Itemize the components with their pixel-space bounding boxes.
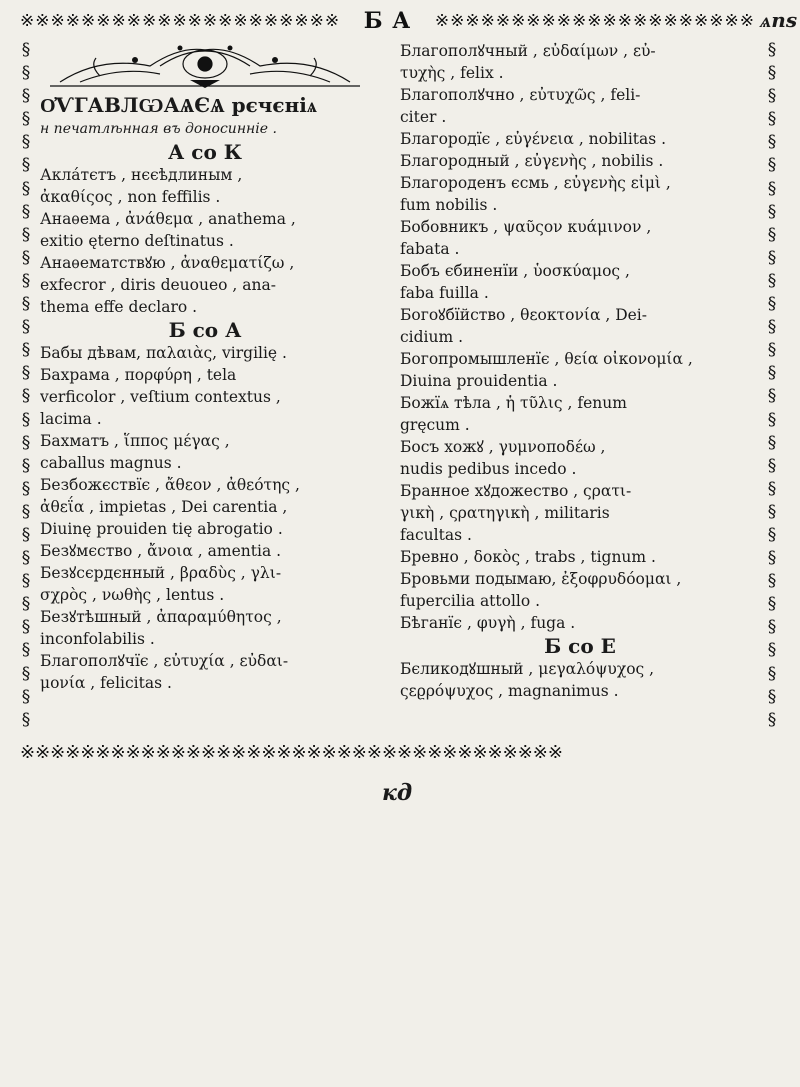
side-ornament-icon: § bbox=[767, 617, 777, 638]
dictionary-entry-line: Бранное хꙋдожество , ςρατι- bbox=[400, 482, 632, 500]
side-ornament-icon: § bbox=[21, 594, 31, 615]
side-ornament-icon: § bbox=[767, 455, 777, 476]
dictionary-entry-line: gręcum . bbox=[400, 416, 470, 434]
dictionary-entry-line: Безꙋмєство , ἄνοια , amentia . bbox=[40, 542, 282, 560]
side-ornament-icon: § bbox=[767, 594, 777, 615]
side-ornament-icon: § bbox=[21, 709, 31, 730]
side-ornament-icon: § bbox=[21, 386, 31, 407]
side-ornament-icon: § bbox=[767, 663, 777, 684]
side-ornament-icon: § bbox=[21, 63, 31, 84]
dictionary-entry-line: inconfolabilis . bbox=[40, 630, 155, 648]
side-ornament-icon: § bbox=[767, 247, 777, 268]
side-ornament-icon: § bbox=[767, 155, 777, 176]
side-ornament-icon: § bbox=[767, 201, 777, 222]
dictionary-entry-line: γικὴ , ςρατηγικὴ , militaris bbox=[400, 504, 610, 522]
dictionary-entry-line: Diuina prouidentia . bbox=[400, 372, 558, 390]
dictionary-entry-line: Бобовникъ , ψαῦςον κυάμινον , bbox=[400, 218, 652, 236]
dictionary-entry-line: Бровьми подымаю, ἐξοφρυδόομαι , bbox=[400, 570, 682, 588]
page-number: ѧпѕ bbox=[760, 8, 798, 32]
dictionary-entry-line: Божїѧ тѣла , ἡ τῦλις , fenum bbox=[400, 394, 627, 412]
dictionary-entry-line: Благородїє , εὐγένεια , nobilitas . bbox=[400, 130, 667, 148]
bottom-ornament: ※※※※※※※※※※※※※※※※※※※※※※※※※※※※※※※※※※※※ bbox=[20, 741, 563, 763]
left-column bbox=[40, 92, 370, 694]
dictionary-entry-line: Благополꙋчїє , εὐτυχία , εὐδαι- bbox=[40, 652, 289, 670]
dictionary-entry-line: Богоꙋбїйство , θεοκτονία , Dei- bbox=[400, 306, 647, 324]
dictionary-entry-line: fabata . bbox=[400, 240, 460, 258]
side-ornament-icon: § bbox=[21, 224, 31, 245]
dictionary-entry-line: Богопромышленїє , θεία οἰκονομία , bbox=[400, 350, 693, 368]
page-subtitle: н печатлѣнная въ доносинніе . bbox=[40, 121, 277, 137]
dictionary-entry-line: τυχὴς , felix . bbox=[400, 64, 504, 82]
side-ornament-icon: § bbox=[767, 270, 777, 291]
side-ornament-icon: § bbox=[767, 294, 777, 315]
side-ornament-icon: § bbox=[21, 663, 31, 684]
side-ornament-icon: § bbox=[21, 178, 31, 199]
side-ornament-icon: § bbox=[21, 640, 31, 661]
side-ornament-icon: § bbox=[767, 40, 777, 60]
side-ornament-icon: § bbox=[21, 501, 31, 522]
side-ornament-icon: § bbox=[767, 132, 777, 153]
side-ornament-icon: § bbox=[21, 455, 31, 476]
side-ornament-icon: § bbox=[767, 409, 777, 430]
side-ornament-icon: § bbox=[21, 548, 31, 569]
side-ornament-icon: § bbox=[21, 155, 31, 176]
dictionary-entry-line: lacima . bbox=[40, 410, 102, 428]
side-ornament-icon: § bbox=[767, 571, 777, 592]
dictionary-entry-line: Благороденъ єсмь , εὐγενὴς εἰμὶ , bbox=[400, 174, 671, 192]
side-ornament-icon: § bbox=[767, 478, 777, 499]
dictionary-entry-line: Анаѳематствꙋю , ἀναθεματίζω , bbox=[40, 254, 295, 272]
dictionary-entry-line: Босъ хожꙋ , γυμνοποδέω , bbox=[400, 438, 606, 456]
side-ornament-icon: § bbox=[767, 178, 777, 199]
side-ornament-icon: § bbox=[767, 432, 777, 453]
dictionary-entry-line: nudis pedibus incedo . bbox=[400, 460, 577, 478]
side-ornament-icon: § bbox=[21, 201, 31, 222]
dictionary-entry-line: Бахрама , πορφύρη , tela bbox=[40, 366, 237, 384]
side-ornament-icon: § bbox=[21, 270, 31, 291]
dictionary-entry-line: exitio ęterno deſtinatus . bbox=[40, 232, 234, 250]
side-ornament-icon: § bbox=[21, 571, 31, 592]
top-ornament-band bbox=[20, 10, 755, 32]
side-ornament-icon: § bbox=[767, 224, 777, 245]
side-ornament-icon: § bbox=[21, 432, 31, 453]
dictionary-entry-line: Благородный , εὐγενὴς , nobilis . bbox=[400, 152, 664, 170]
side-ornament-icon: § bbox=[21, 86, 31, 107]
dictionary-entry-line: Бобъ єбиненїи , ὑοσκύαμος , bbox=[400, 262, 630, 280]
side-ornament-icon: § bbox=[21, 524, 31, 545]
dictionary-entry-line: Бѣганїє , φυγὴ , fuga . bbox=[400, 614, 576, 632]
side-ornament-icon: § bbox=[21, 294, 31, 315]
dictionary-entry-line: μονία , felicitas . bbox=[40, 674, 172, 692]
side-ornament-icon: § bbox=[767, 548, 777, 569]
side-ornament-icon: § bbox=[767, 501, 777, 522]
running-head: Б А bbox=[363, 10, 412, 32]
dictionary-entry-line: σχρὸς , νωθὴς , lentus . bbox=[40, 586, 225, 604]
right-column bbox=[400, 40, 760, 702]
dictionary-entry-line: Анаѳема , ἀνάθεμα , anathema , bbox=[40, 210, 296, 228]
dictionary-entry-line: ςεϱρόψυχος , magnanimus . bbox=[400, 682, 619, 700]
side-ornament-icon: § bbox=[767, 386, 777, 407]
side-ornament-icon: § bbox=[21, 363, 31, 384]
dictionary-entry-line: Безꙋтѣшный , ἀπαραμύθητος , bbox=[40, 608, 282, 626]
right-entries bbox=[400, 40, 760, 702]
right-ornament-column bbox=[764, 40, 780, 730]
dictionary-entry-line: cidium . bbox=[400, 328, 464, 346]
dictionary-entry-line: faba fuilla . bbox=[400, 284, 489, 302]
side-ornament-icon: § bbox=[21, 686, 31, 707]
dictionary-entry-line: Благополꙋчно , εὐτυχῶς , feli- bbox=[400, 86, 641, 104]
dictionary-entry-line: ἀθεΐα , impietas , Dei carentia , bbox=[40, 498, 288, 516]
headpiece-vignette-icon bbox=[40, 36, 370, 90]
page-title: О҆ѴГАВЛѠАѦЄѦ рєчєніѧ bbox=[40, 93, 317, 117]
dictionary-entry-line: facultas . bbox=[400, 526, 472, 544]
dictionary-entry-line: Бєликодꙋшный , μεγαλόψυχος , bbox=[400, 660, 655, 678]
dictionary-entry-line: Безꙋсєрдєнный , βραδὺς , γλι- bbox=[40, 564, 282, 582]
side-ornament-icon: § bbox=[767, 524, 777, 545]
side-ornament-icon: § bbox=[767, 86, 777, 107]
section-letter-heading: А со К bbox=[168, 140, 242, 164]
dictionary-entry-line: Diuinę prouiden tię abrogatio . bbox=[40, 520, 283, 538]
dictionary-entry-line: exfecror , diris deuoueo , ana- bbox=[40, 276, 276, 294]
section-letter-heading: Б со А bbox=[168, 318, 242, 342]
bottom-ornament-band bbox=[20, 740, 760, 764]
dictionary-entry-line: thema effe declaro . bbox=[40, 298, 198, 316]
dictionary-entry-line: Благополꙋчный , εὐδαίμων , εὐ- bbox=[400, 42, 656, 60]
side-ornament-icon: § bbox=[21, 247, 31, 268]
side-ornament-icon: § bbox=[21, 409, 31, 430]
dictionary-entry-line: Бахматъ , ἵππος μέγας , bbox=[40, 432, 230, 450]
dictionary-entry-line: citer . bbox=[400, 108, 447, 126]
side-ornament-icon: § bbox=[21, 132, 31, 153]
dictionary-entry-line: fupercilia attollo . bbox=[400, 592, 541, 610]
top-ornament-right: ※※※※※※※※※※※※※※※※※※※※※ bbox=[434, 11, 755, 31]
dictionary-entry-line: Безбожєствїє , ἄθεον , ἀθεότης , bbox=[40, 476, 300, 494]
side-ornament-icon: § bbox=[767, 640, 777, 661]
left-entries bbox=[40, 140, 370, 694]
side-ornament-icon: § bbox=[21, 340, 31, 361]
dictionary-entry-line: Акла́тєтъ , нєєѣдлиным , bbox=[40, 166, 243, 184]
side-ornament-icon: § bbox=[767, 109, 777, 130]
side-ornament-icon: § bbox=[767, 317, 777, 338]
dictionary-entry-line: caballus magnus . bbox=[40, 454, 182, 472]
dictionary-entry-line: Бабы дѣвам, παλαιὰς, virgilię . bbox=[40, 344, 287, 362]
side-ornament-icon: § bbox=[767, 340, 777, 361]
side-ornament-icon: § bbox=[767, 686, 777, 707]
side-ornament-icon: § bbox=[767, 63, 777, 84]
dictionary-entry-line: Бревно , δοκὸς , trabs , tignum . bbox=[400, 548, 656, 566]
section-letter-heading: Б со Е bbox=[544, 634, 616, 658]
dictionary-entry-line: ἀκαθίςος , non feffilis . bbox=[40, 188, 221, 206]
top-ornament-left: ※※※※※※※※※※※※※※※※※※※※※ bbox=[20, 11, 341, 31]
side-ornament-icon: § bbox=[767, 363, 777, 384]
side-ornament-icon: § bbox=[21, 317, 31, 338]
side-ornament-icon: § bbox=[21, 109, 31, 130]
side-ornament-icon: § bbox=[21, 40, 31, 60]
left-ornament-column bbox=[18, 40, 34, 730]
signature-mark: кд bbox=[382, 780, 413, 806]
dictionary-entry-line: fum nobilis . bbox=[400, 196, 498, 214]
side-ornament-icon: § bbox=[767, 709, 777, 730]
side-ornament-icon: § bbox=[21, 478, 31, 499]
side-ornament-icon: § bbox=[21, 617, 31, 638]
dictionary-entry-line: verficolor , veſtium contextus , bbox=[40, 388, 281, 406]
